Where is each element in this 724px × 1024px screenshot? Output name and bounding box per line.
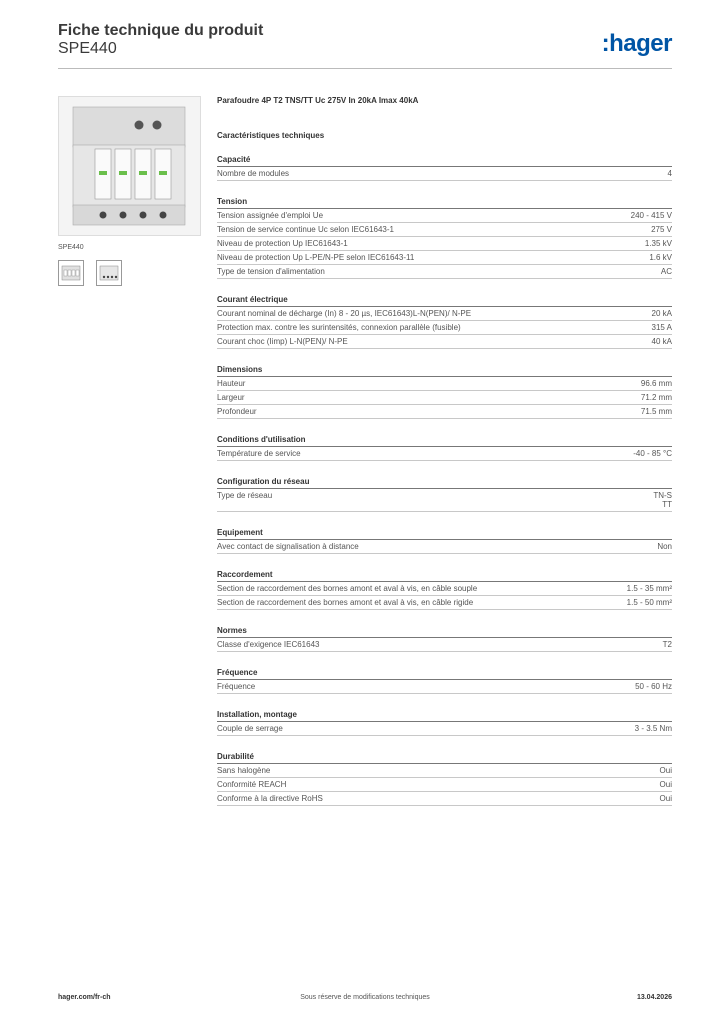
thumbnail-angle[interactable] — [96, 260, 122, 286]
page-footer — [58, 994, 672, 1008]
spec-value-line: 1.5 - 50 mm² — [626, 598, 672, 607]
spec-value — [641, 379, 672, 388]
spec-section — [217, 570, 672, 610]
spec-label: Avec contact de signalisation à distance — [217, 542, 359, 551]
spec-label: Niveau de protection Up IEC61643-1 — [217, 239, 348, 248]
spec-row — [217, 307, 672, 321]
spec-section — [217, 626, 672, 652]
spec-value — [652, 337, 672, 346]
spec-label: Conforme à la directive RoHS — [217, 794, 323, 803]
spec-row — [217, 778, 672, 792]
section-title: Courant électrique — [217, 295, 672, 307]
spec-row — [217, 447, 672, 461]
spec-label: Type de réseau — [217, 491, 273, 500]
spec-row — [217, 167, 672, 181]
spec-section — [217, 477, 672, 512]
spec-row — [217, 251, 672, 265]
spec-value — [645, 239, 672, 248]
product-photo — [58, 96, 201, 236]
section-title: Conditions d'utilisation — [217, 435, 672, 447]
spec-value — [641, 407, 672, 416]
header-divider — [58, 68, 672, 69]
spec-label: Largeur — [217, 393, 245, 402]
spec-value — [657, 542, 672, 551]
spec-value — [635, 682, 672, 691]
spec-value — [660, 780, 672, 789]
spec-value-line: 40 kA — [651, 337, 672, 346]
spec-row — [217, 489, 672, 512]
surge-protector-image — [59, 97, 200, 235]
spec-section — [217, 197, 672, 279]
spec-label: Conformité REACH — [217, 780, 287, 789]
spec-section — [217, 668, 672, 694]
page-header — [58, 20, 672, 70]
spec-value — [633, 449, 672, 458]
section-title: Normes — [217, 626, 672, 638]
spec-label: Sans halogène — [217, 766, 271, 775]
spec-label: Protection max. contre les surintensités, connexion parallèle (fusible) — [217, 323, 461, 332]
spec-value — [641, 393, 672, 402]
spec-value-line: 1.35 kV — [644, 239, 672, 248]
spec-label: Tension de service continue Uc selon IEC61643-1 — [217, 225, 394, 234]
section-title: Equipement — [217, 528, 672, 540]
spec-value-line: Oui — [659, 766, 672, 775]
section-title: Dimensions — [217, 365, 672, 377]
spec-value — [652, 323, 672, 332]
spec-value — [660, 794, 672, 803]
page-title: Fiche technique du produit — [58, 22, 264, 39]
spec-label: Couple de serrage — [217, 724, 283, 733]
hager-logo: :hager — [601, 30, 672, 57]
spec-label: Profondeur — [217, 407, 257, 416]
spec-row — [217, 265, 672, 279]
technical-characteristics-title: Caractéristiques techniques — [217, 131, 325, 140]
spec-value-line: Oui — [659, 794, 672, 803]
spec-section — [217, 752, 672, 806]
spec-value-line: TN-S — [653, 491, 672, 500]
spec-row — [217, 391, 672, 405]
section-title: Fréquence — [217, 668, 672, 680]
spec-row — [217, 680, 672, 694]
spec-value-line: 315 A — [651, 323, 672, 332]
section-title: Tension — [217, 197, 672, 209]
technical-data — [217, 96, 672, 806]
spec-label: Tension assignée d'emploi Ue — [217, 211, 324, 220]
footer-notice: Sous réserve de modifications techniques — [300, 994, 430, 1001]
spec-row — [217, 582, 672, 596]
spec-value — [653, 491, 672, 509]
spec-row — [217, 764, 672, 778]
thumbnail-front-icon — [59, 261, 83, 285]
spec-label: Courant nominal de décharge (In) 8 - 20 µs, IEC61643)L-N(PEN)/ N-PE — [217, 309, 472, 318]
spec-section — [217, 528, 672, 554]
product-description: Parafoudre 4P T2 TNS/TT Uc 275V In 20kA Imax 40kA — [217, 96, 419, 105]
footer-website: hager.com/fr-ch — [58, 994, 111, 1001]
spec-value-line: 1.6 kV — [649, 253, 672, 262]
spec-section — [217, 710, 672, 736]
thumbnail-angle-icon — [97, 261, 121, 285]
spec-value-line: TT — [662, 500, 672, 509]
spec-value — [627, 584, 672, 593]
section-title: Raccordement — [217, 570, 672, 582]
spec-value-line: -40 - 85 °C — [633, 449, 672, 458]
spec-value-line: 50 - 60 Hz — [635, 682, 672, 691]
spec-label: Nombre de modules — [217, 169, 290, 178]
spec-value-line: 71.2 mm — [640, 393, 672, 402]
section-title: Installation, montage — [217, 710, 672, 722]
photo-caption: SPE440 — [58, 244, 84, 251]
spec-label: Fréquence — [217, 682, 256, 691]
product-reference: SPE440 — [58, 40, 117, 57]
spec-row — [217, 223, 672, 237]
spec-value-line: 96.6 mm — [640, 379, 672, 388]
spec-section — [217, 155, 672, 181]
section-title: Configuration du réseau — [217, 477, 672, 489]
product-media — [58, 96, 201, 286]
spec-label: Type de tension d'alimentation — [217, 267, 325, 276]
spec-section — [217, 365, 672, 419]
spec-value-line: 4 — [667, 169, 672, 178]
spec-value — [635, 724, 672, 733]
spec-section — [217, 295, 672, 349]
spec-label: Courant choc (Iimp) L-N(PEN)/ N-PE — [217, 337, 348, 346]
spec-value — [627, 598, 672, 607]
spec-label: Niveau de protection Up L-PE/N-PE selon IEC61643-11 — [217, 253, 415, 262]
spec-value-line: Oui — [659, 780, 672, 789]
spec-value-line: 1.5 - 35 mm² — [626, 584, 672, 593]
spec-value-line: 240 - 415 V — [630, 211, 672, 220]
spec-row — [217, 638, 672, 652]
footer-date: 13.04.2026 — [636, 994, 672, 1001]
spec-row — [217, 335, 672, 349]
spec-value — [651, 225, 672, 234]
spec-value — [649, 253, 672, 262]
section-title: Capacité — [217, 155, 672, 167]
spec-row — [217, 540, 672, 554]
spec-value-line: Non — [657, 542, 672, 551]
spec-value — [663, 640, 672, 649]
spec-row — [217, 321, 672, 335]
spec-section — [217, 435, 672, 461]
spec-row — [217, 209, 672, 223]
section-title: Durabilité — [217, 752, 672, 764]
spec-label: Section de raccordement des bornes amont et aval à vis, en câble souple — [217, 584, 478, 593]
spec-row — [217, 722, 672, 736]
spec-sections — [217, 155, 672, 806]
spec-label: Classe d'exigence IEC61643 — [217, 640, 320, 649]
spec-row — [217, 792, 672, 806]
spec-value-line: 275 V — [651, 225, 672, 234]
spec-row — [217, 596, 672, 610]
spec-label: Hauteur — [217, 379, 246, 388]
spec-value-line: 20 kA — [651, 309, 672, 318]
spec-label: Température de service — [217, 449, 301, 458]
spec-value — [631, 211, 672, 220]
spec-value — [668, 169, 672, 178]
spec-value-line: 71.5 mm — [640, 407, 672, 416]
spec-value-line: T2 — [662, 640, 672, 649]
thumbnail-front[interactable] — [58, 260, 84, 286]
spec-label: Section de raccordement des bornes amont et aval à vis, en câble rigide — [217, 598, 474, 607]
spec-row — [217, 405, 672, 419]
spec-value-line: 3 - 3.5 Nm — [634, 724, 672, 733]
spec-row — [217, 237, 672, 251]
thumbnail-list — [58, 260, 201, 286]
spec-value — [660, 766, 672, 775]
spec-value — [661, 267, 672, 276]
spec-row — [217, 377, 672, 391]
spec-value — [652, 309, 672, 318]
spec-value-line: AC — [660, 267, 672, 276]
